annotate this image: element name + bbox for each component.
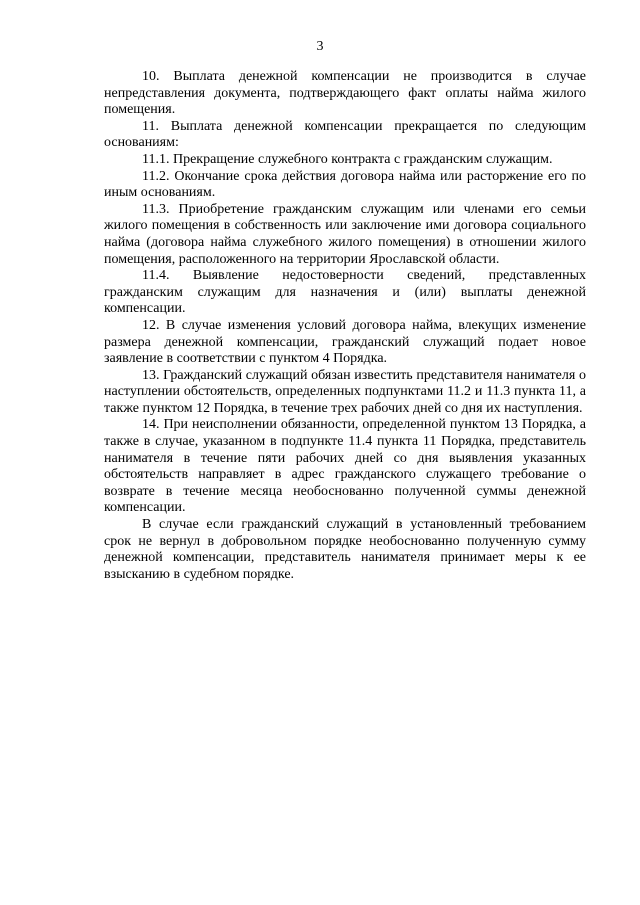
- paragraph-final: В случае если гражданский служащий в установленный требованием срок не вернул в добровольном порядке необоснованно полученную сумму денежной компенсации, представитель нанимателя принимает меры к ее взысканию в судебном порядке.: [104, 517, 586, 582]
- paragraph-10: 10. Выплата денежной компенсации не производится в случае непредставления документа, подтверждающего факт оплаты найма жилого помещения.: [104, 69, 586, 118]
- paragraph-11-2: 11.2. Окончание срока действия договора найма или расторжение его по иным основаниям.: [104, 168, 586, 201]
- paragraph-11-4: 11.4. Выявление недостоверности сведений, представленных гражданским служащим для назначения и (или) выплаты денежной компенсации.: [104, 268, 586, 317]
- paragraph-11-3: 11.3. Приобретение гражданским служащим или членами его семьи жилого помещения в собственность или заключение ими договора социального найма (договора найма служебного жилого помещения) в отношении жилого помещения, расположенного на территории Ярославской области.: [104, 201, 586, 267]
- page-number: 3: [316, 39, 324, 54]
- paragraph-14: 14. При неисполнении обязанности, определенной пунктом 13 Порядка, а также в случае, указанном в подпункте 11.4 пункта 11 Порядка, представитель нанимателя в течение пяти рабочих дней со дня выявления указанных обстоятельств направляет в адрес гражданского служащего требование о возврате в течение месяца необоснованно полученной суммы денежной компенсации.: [104, 417, 586, 516]
- paragraph-12: 12. В случае изменения условий договора найма, влекущих изменение размера денежной компенсации, гражданский служащий подает новое заявление в соответствии с пунктом 4 Порядка.: [104, 317, 586, 367]
- paragraph-11-1: 11.1. Прекращение служебного контракта с гражданским служащим.: [142, 151, 553, 167]
- paragraph-13: 13. Гражданский служащий обязан известить представителя нанимателя о наступлении обстоятельств, определенных подпунктами 11.2 и 11.3 пункта 11, а также пунктом 12 Порядка, в течение трех рабочих дней со дня их наступления.: [104, 367, 586, 416]
- paragraph-11: 11. Выплата денежной компенсации прекращается по следующим основаниям:: [104, 118, 586, 151]
- document-body: [104, 69, 586, 583]
